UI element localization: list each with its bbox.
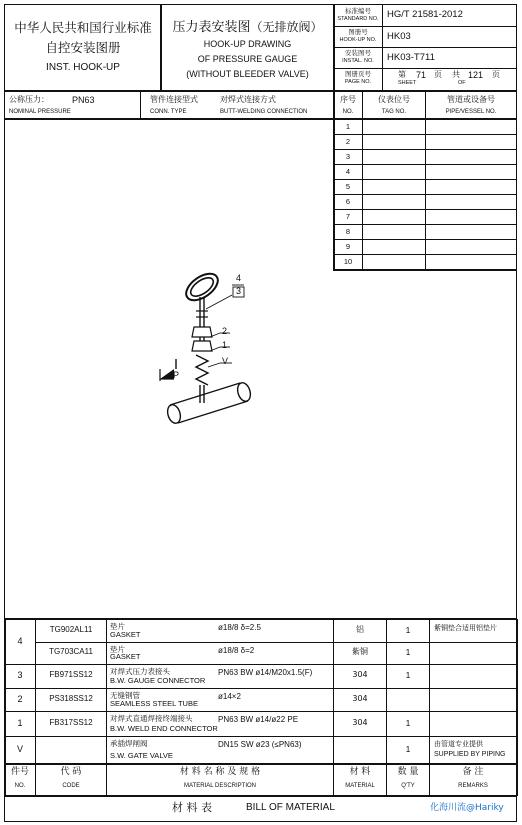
tag-row-divider <box>333 269 516 270</box>
bom-item-name-cn: 承插焊闸阀 <box>110 739 148 748</box>
bom-row-line <box>4 664 516 665</box>
bom-row-line <box>4 711 516 712</box>
tag-row-number: 4 <box>345 167 351 176</box>
tag-row-number: 10 <box>343 257 353 266</box>
drawing-title-paren: （无排放阀） <box>250 20 323 34</box>
instal-label-en: INSTAL. NO. <box>342 58 374 64</box>
tag-no-label-en: TAG NO. <box>381 109 407 115</box>
callout-v: V <box>222 356 229 366</box>
bom-item-code: PS318SS12 <box>49 693 93 703</box>
bom-column-line <box>516 619 518 796</box>
pipe-label-en: PIPE/VESSEL NO. <box>445 109 497 115</box>
bom-item-qty: 1 <box>405 717 411 728</box>
bom-item-name-en: B.W. GAUGE CONNECTOR <box>110 676 206 685</box>
bom-mat-label-cn: 材 料 <box>349 767 371 777</box>
bom-code-label-cn: 代 码 <box>60 767 82 777</box>
bom-item-name-en: S.W. GATE VALVE <box>110 751 173 760</box>
bom-row-line <box>35 642 516 643</box>
of-label: OF <box>458 80 466 86</box>
bom-item-code: FB971SS12 <box>49 670 93 679</box>
bom-item-qty: 1 <box>405 670 411 680</box>
tag-row-number: 7 <box>345 212 351 221</box>
pipe-label-cn: 管道或设备号 <box>447 95 495 104</box>
bom-item-name-cn: 无缝钢管 <box>110 691 140 700</box>
watermark: 化海川流@Hariky <box>430 803 504 813</box>
conn-label-en: CONN. TYPE <box>150 109 187 115</box>
bom-no-label-en: NO. <box>14 783 26 789</box>
tag-row-number: 8 <box>345 227 351 236</box>
bom-item-name-cn: 垫片 <box>110 622 125 631</box>
bom-item-name-en: GASKET <box>110 652 141 661</box>
conn-value-en: BUTT-WELDING CONNECTION <box>220 109 308 115</box>
bom-item-code: TG902AL11 <box>49 624 93 634</box>
bom-item-material: 304 <box>352 670 368 679</box>
page-prefix: 第 <box>398 70 406 79</box>
bom-rem-label-en: REMARKS <box>458 783 488 789</box>
tag-row-number: 5 <box>345 182 351 191</box>
seq-no-label-en: NO. <box>342 109 354 115</box>
hookup-number: HK03 <box>387 31 411 42</box>
tag-row-number: 2 <box>345 137 351 146</box>
bom-item-material: 紫铜 <box>352 647 368 656</box>
pressure-gauge-icon <box>182 268 223 305</box>
tag-row-number: 3 <box>345 152 351 161</box>
tag-row-divider <box>333 149 516 150</box>
page-number: 71 <box>416 70 427 80</box>
standard-number: HG/T 21581-2012 <box>387 9 463 20</box>
bom-item-spec: ø18/8 δ=2.5 <box>218 623 261 632</box>
bom-item-qty: 1 <box>405 647 411 657</box>
bom-item-remark-cn: 由管道专业提供 <box>434 740 483 748</box>
bom-item-remark: SUPPLIED BY PIPING <box>434 751 506 758</box>
callout-2: 2 <box>222 326 228 336</box>
page-mid: 页 <box>434 70 442 79</box>
bom-item-code: FB317SS12 <box>49 717 93 727</box>
callout-4: 4 <box>236 273 242 283</box>
callout-3: 3 <box>236 286 242 296</box>
bom-item-name-cn: 对焊式压力表接头 <box>110 667 170 676</box>
sheet-label: SHEET <box>398 80 417 86</box>
process-pipe <box>165 381 252 425</box>
bom-rem-label-cn: 备 注 <box>462 767 484 777</box>
bom-item-number: 4 <box>17 635 23 646</box>
page-label-cn: 图册页号 <box>345 70 371 78</box>
conn-value-cn: 对焊式连接方式 <box>220 95 276 104</box>
bom-item-spec: DN15 SW ø23 (≤PN63) <box>218 740 302 749</box>
bom-item-number: 2 <box>17 693 23 704</box>
tag-row-divider <box>333 194 516 195</box>
drawing-title-cn <box>162 21 333 34</box>
page-suffix: 页 <box>492 70 500 79</box>
tag-row-number: 9 <box>345 242 351 251</box>
page-label-en: PAGE NO. <box>344 79 372 85</box>
bom-item-spec: ø18/8 δ=2 <box>218 646 255 655</box>
bom-item-name-cn: 对焊式直通焊接终端接头 <box>110 714 193 723</box>
drawing-title-en-3: (WITHOUT BLEEDER VALVE) <box>186 69 309 79</box>
hookup-drawing <box>140 265 260 435</box>
conn-label-cn: 管件连接型式 <box>150 95 198 104</box>
tag-row-number: 6 <box>345 197 351 206</box>
bom-item-spec: ø14×2 <box>218 692 241 701</box>
page-total: 121 <box>468 70 484 80</box>
bom-item-spec: PN63 BW ø14/ø22 PE <box>218 715 299 724</box>
callout-p: P <box>173 370 180 380</box>
bom-item-number: 3 <box>17 670 23 680</box>
bom-item-number: 1 <box>17 717 23 728</box>
std-label-cn: 标准编号 <box>345 7 371 15</box>
hook-label-cn: 图册号 <box>348 28 368 36</box>
bom-qty-label-cn: 数 量 <box>397 767 419 777</box>
bom-item-name-cn: 垫片 <box>110 645 125 654</box>
instal-label-cn: 安装图号 <box>345 49 371 57</box>
seq-no-label-cn: 序号 <box>340 95 356 104</box>
bom-row-line <box>4 688 516 689</box>
bom-item-remark: 紫铜垫合适用铝垫片 <box>434 624 497 632</box>
handbook-title-cn: 自控安装图册 <box>45 40 121 55</box>
tag-row-divider <box>333 134 516 135</box>
bom-item-name-en: SEAMLESS STEEL TUBE <box>110 699 198 708</box>
pressure-label-cn: 公称压力： <box>9 95 49 104</box>
tag-row-divider <box>333 224 516 225</box>
bom-item-qty: 1 <box>405 743 411 754</box>
tag-no-label-cn: 仪表位号 <box>378 95 410 104</box>
bom-item-material: 铝 <box>356 624 364 634</box>
bom-qty-label-en: Q'TY <box>401 783 415 789</box>
bom-item-spec: PN63 BW ø14/M20x1.5(F) <box>218 668 313 677</box>
tag-row-divider <box>333 209 516 210</box>
drawing-title-en-1: HOOK-UP DRAWING <box>203 39 292 49</box>
bom-title-cn: 材 料 表 <box>172 801 212 814</box>
instal-number: HK03-T711 <box>387 52 435 63</box>
standard-title-cn: 中华人民共和国行业标准 <box>14 20 152 35</box>
callout-1: 1 <box>222 340 228 350</box>
pressure-label-en: NOMINAL PRESSURE <box>9 109 71 115</box>
tag-row-divider <box>333 179 516 180</box>
bom-top-line <box>4 618 516 620</box>
tag-row-divider <box>333 239 516 240</box>
bom-item-material: 304 <box>352 717 368 727</box>
nominal-pressure-value: PN63 <box>72 95 95 105</box>
drawing-title-main: 压力表安装图 <box>172 20 251 35</box>
bom-item-name-en: B.W. WELD END CONNECTOR <box>110 724 218 733</box>
bom-desc-label-en: MATERIAL DESCRIPTION <box>183 783 256 789</box>
bom-mat-label-en: MATERIAL <box>345 783 375 789</box>
bom-item-name-en: GASKET <box>110 630 141 639</box>
bom-title-en: BILL OF MATERIAL <box>246 802 335 813</box>
tag-row-number: 1 <box>345 122 351 131</box>
hook-label-en: HOOK-UP NO. <box>339 37 377 43</box>
page-total-prefix: 共 <box>452 70 460 79</box>
std-label-en: STANDARD NO. <box>337 16 379 22</box>
drawing-title-en-2: OF PRESSURE GAUGE <box>197 54 298 64</box>
bom-item-number: V <box>16 743 23 754</box>
tag-row-divider <box>333 164 516 165</box>
bom-row-line <box>4 736 516 737</box>
bom-no-label-cn: 件号 <box>10 767 29 777</box>
bom-desc-label-cn: 材 料 名 称 及 规 格 <box>179 767 261 777</box>
handbook-title-en: INST. HOOK-UP <box>46 62 120 73</box>
bom-code-label-en: CODE <box>62 783 80 789</box>
bom-item-material: 304 <box>352 693 368 703</box>
tag-row-divider <box>333 254 516 255</box>
bom-item-qty: 1 <box>405 624 411 635</box>
bom-item-code: TG703CA11 <box>49 647 93 656</box>
